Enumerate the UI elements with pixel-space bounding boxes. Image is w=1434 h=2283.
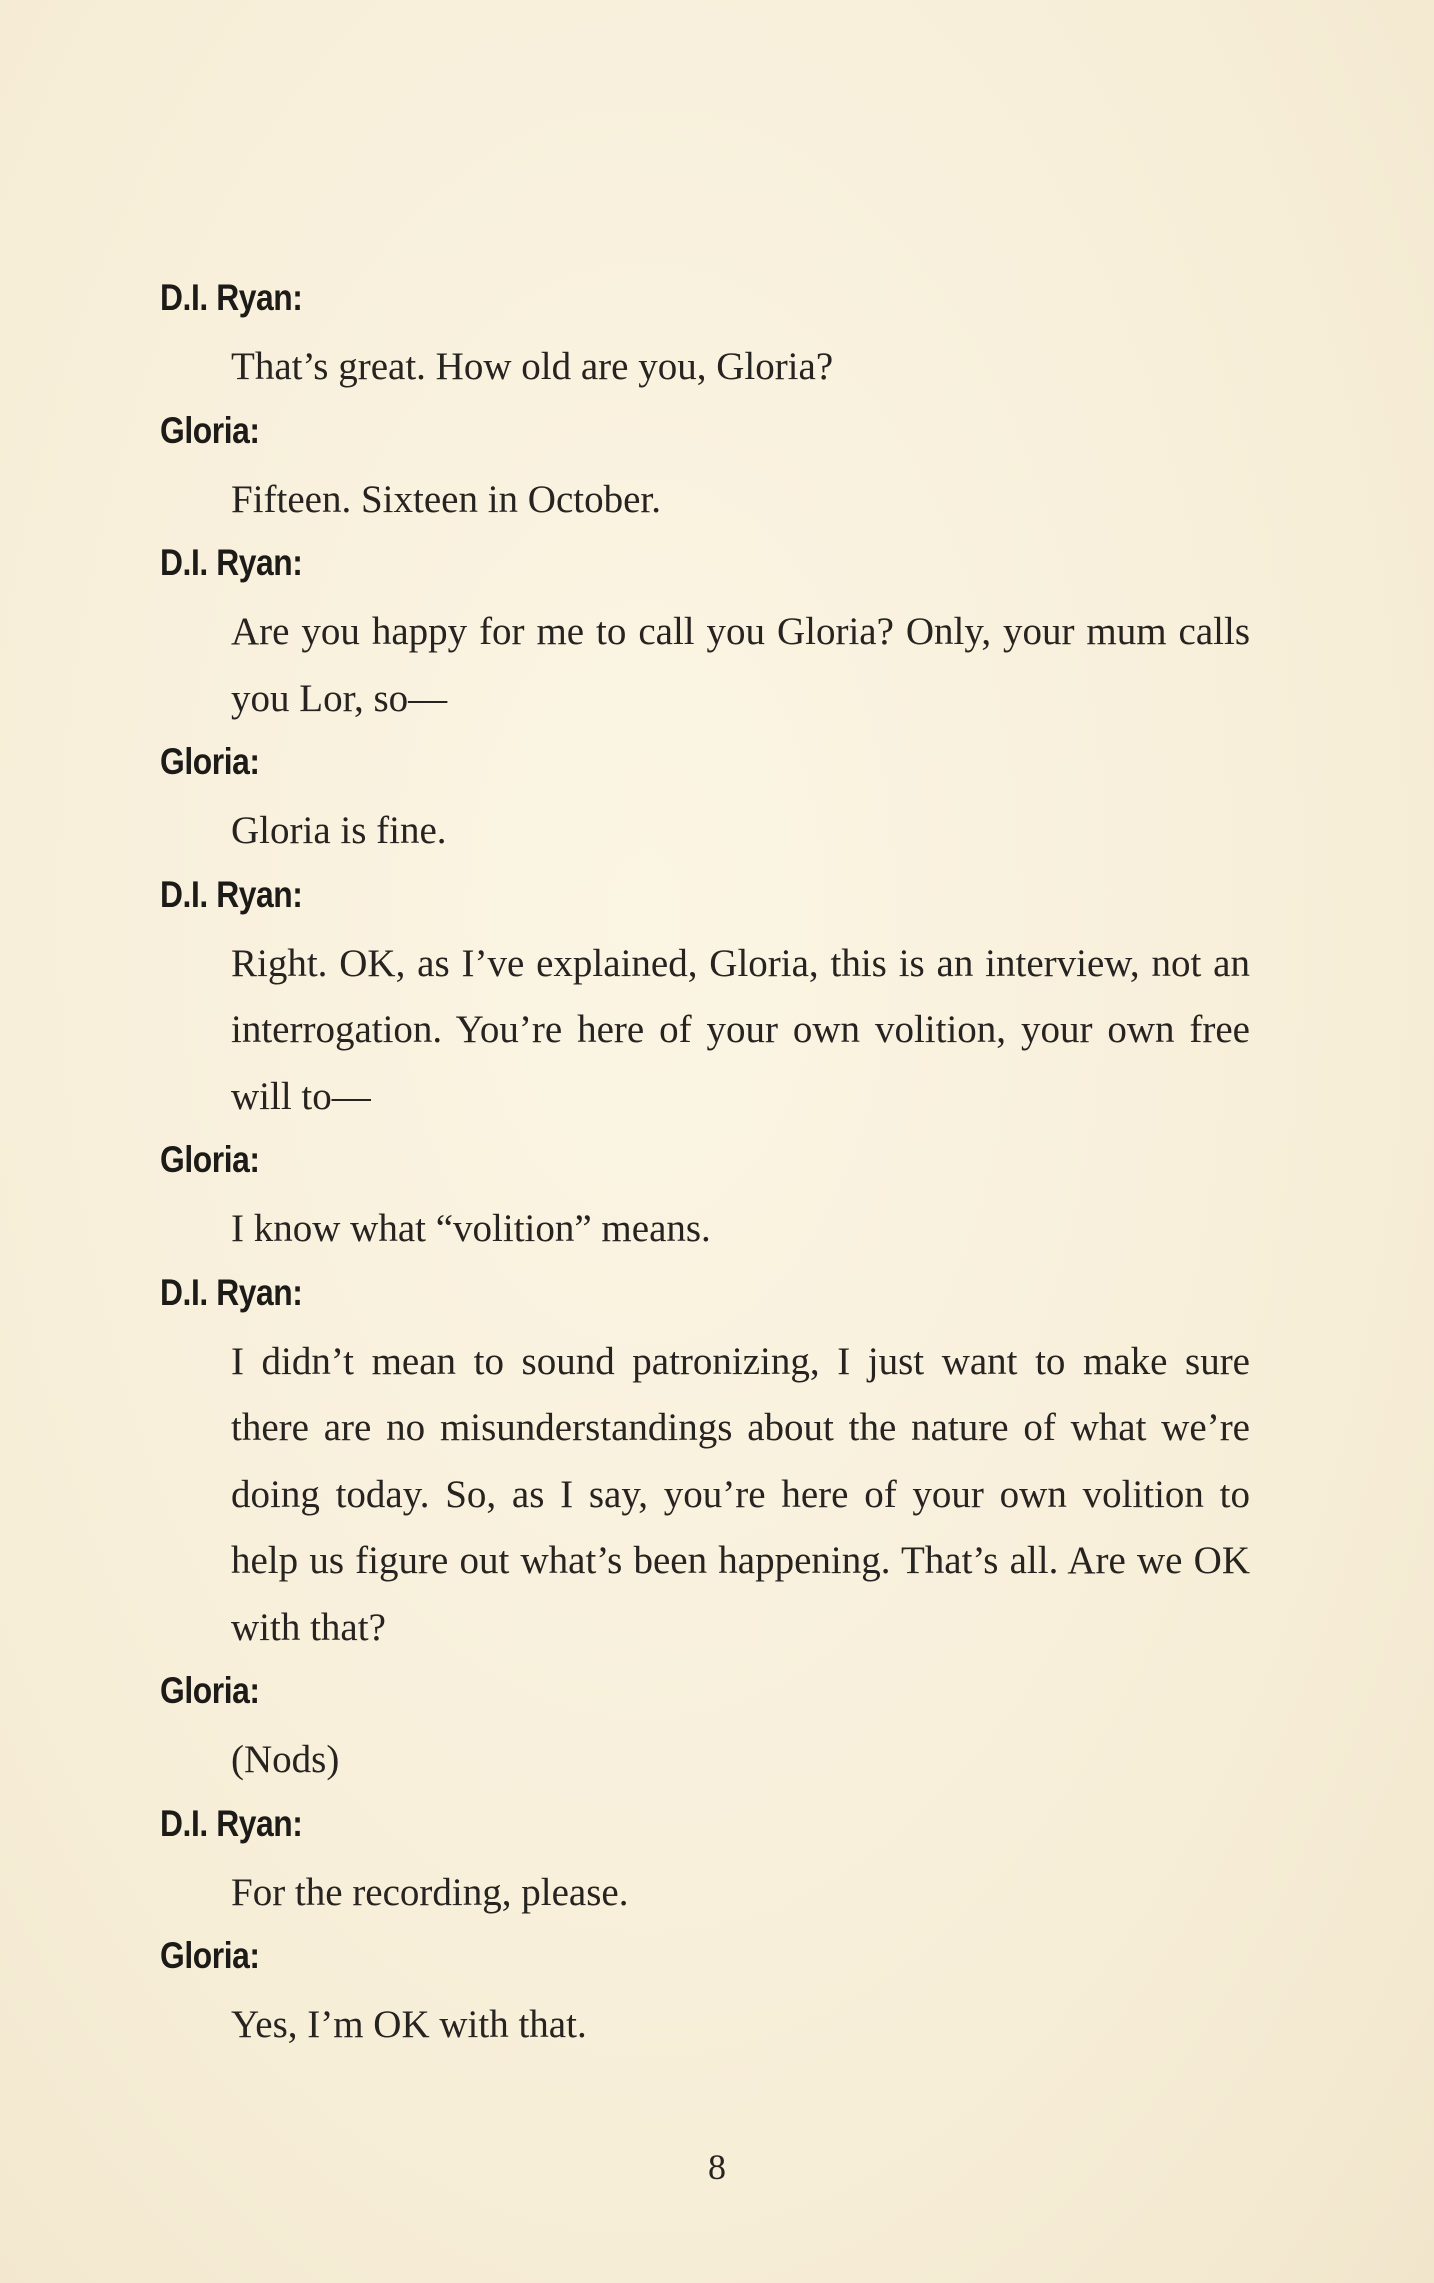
dialogue-line: Are you happy for me to call you Gloria? Only, your mum calls you Lor, so—: [231, 610, 1250, 720]
dialogue-line: Yes, I’m OK with that.: [231, 2003, 587, 2046]
dialogue-line: (Nods): [231, 1738, 340, 1781]
speaker-label: Gloria:: [160, 741, 260, 782]
speaker-label: Gloria:: [160, 1139, 260, 1180]
speaker-label: Gloria:: [160, 1670, 260, 1711]
dialogue-line: Fifteen. Sixteen in October.: [231, 477, 661, 521]
dialogue-line: That’s great. How old are you, Gloria?: [231, 345, 834, 388]
speaker-label: Gloria:: [160, 409, 260, 451]
dialogue-line: I know what “volition” means.: [231, 1207, 711, 1250]
speaker-label: D.I. Ryan:: [160, 542, 303, 583]
dialogue-line: Gloria is fine.: [231, 809, 447, 852]
interview-transcript: [160, 268, 1250, 2059]
dialogue-line: For the recording, please.: [231, 1870, 629, 1914]
page-number: 8: [708, 2147, 726, 2187]
speaker-label: D.I. Ryan:: [160, 1802, 303, 1844]
speaker-label: D.I. Ryan:: [160, 1271, 303, 1313]
dialogue-line: Right. OK, as I’ve explained, Gloria, this is an interview, not an interrogation. You’re here of your own volition, your own free will to—: [231, 941, 1250, 1118]
dialogue-line: I didn’t mean to sound patronizing, I just want to make sure there are no misunderstandings about the nature of what we’re doing today. So, as I say, you’re here of your own volition to help us figure out what’s been happening. That’s all. Are we OK with that?: [231, 1339, 1250, 1649]
speaker-label: Gloria:: [160, 1935, 260, 1976]
speaker-label: D.I. Ryan:: [160, 873, 303, 915]
speaker-label: D.I. Ryan:: [160, 277, 303, 318]
